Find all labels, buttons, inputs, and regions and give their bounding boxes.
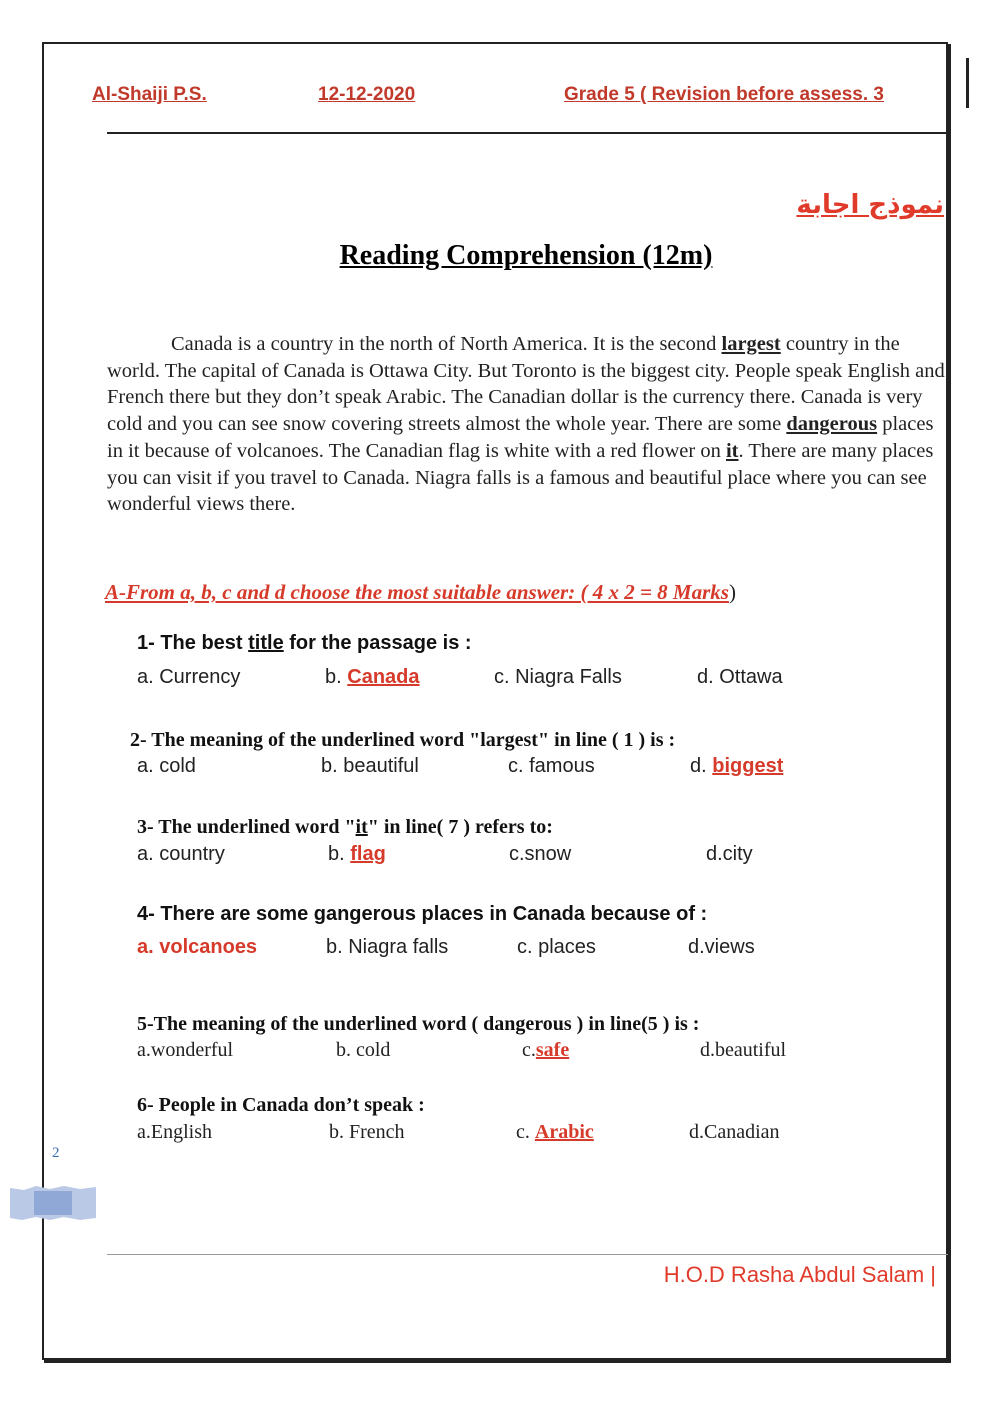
q2-option-d[interactable]: d. biggest: [690, 755, 784, 777]
q6-answer: Arabic: [534, 1121, 594, 1143]
q3-option-d[interactable]: d.city: [706, 843, 753, 865]
q1-option-d[interactable]: d. Ottawa: [697, 666, 783, 688]
q1-answer: Canada: [347, 666, 420, 688]
footer-author: H.O.D Rasha Abdul Salam |: [663, 1262, 936, 1287]
section-instruction: A-From a, b, c and d choose the most suitable answer: ( 4 x 2 = 8 Marks): [105, 580, 736, 604]
underlined-word-it: it: [725, 439, 739, 462]
side-mark: [966, 58, 969, 108]
q2-option-a[interactable]: a. cold: [137, 755, 196, 777]
q6-option-a[interactable]: a.English: [137, 1121, 212, 1143]
page-tab-decoration: [10, 1186, 96, 1220]
reading-passage: [107, 331, 947, 518]
q2-option-c[interactable]: c. famous: [508, 755, 595, 777]
underlined-word-largest: largest: [721, 333, 781, 355]
q2-answer: biggest: [712, 755, 784, 777]
page-shadow-bottom: [44, 1360, 951, 1363]
q1-option-a[interactable]: a. Currency: [137, 666, 241, 688]
header: [92, 84, 904, 110]
header-date: 12-12-2020: [318, 84, 416, 105]
q2-option-b[interactable]: b. beautiful: [321, 755, 419, 777]
q4-option-a-answer[interactable]: a. volcanoes: [137, 936, 258, 958]
q5-option-a[interactable]: a.wonderful: [137, 1039, 234, 1061]
q5-option-b[interactable]: b. cold: [336, 1039, 391, 1061]
q4-option-c[interactable]: c. places: [517, 936, 596, 958]
page-number: 2: [52, 1145, 60, 1161]
page-title: Reading Comprehension (12m): [339, 240, 713, 271]
question-5: 5-The meaning of the underlined word ( dangerous ) in line(5 ) is :: [137, 1013, 700, 1035]
passage-text: Canada is a country in the north of North America. It is the second: [171, 333, 722, 355]
q1-option-b[interactable]: b. Canada: [325, 666, 420, 688]
q3-option-a[interactable]: a. country: [137, 843, 225, 865]
q3-option-b[interactable]: b. flag: [328, 843, 386, 865]
passage-text: country in the world. The capital of Canada is Ottawa City. But Toronto is the biggest city. People speak English and French there but they don’t speak Arabic. The Canadian dollar is the currency there. Canada is very cold and you can see snow covering streets almost the whole year. There are some: [107, 333, 945, 436]
passage-text: places in it because of volcanoes. The Canadian flag is white with a red flower on: [107, 413, 934, 462]
q1-option-c[interactable]: c. Niagra Falls: [494, 666, 622, 688]
q3-answer: flag: [350, 843, 386, 865]
q4-option-b[interactable]: b. Niagra falls: [326, 936, 449, 958]
question-6: 6- People in Canada don’t speak :: [137, 1094, 425, 1116]
question-4: 4- There are some gangerous places in Canada because of :: [137, 903, 708, 925]
underlined-word-dangerous: dangerous: [786, 413, 878, 436]
q6-option-d[interactable]: d.Canadian: [689, 1121, 780, 1143]
passage-text: . There are many places you can visit if you travel to Canada. Niagra falls is a famous and beautiful place where you can see wonderful views there.: [107, 439, 934, 516]
q5-option-d[interactable]: d.beautiful: [700, 1039, 787, 1061]
q5-answer: safe: [535, 1039, 570, 1061]
question-3: 3- The underlined word "it" in line( 7 ) refers to:: [137, 816, 553, 838]
q5-option-c[interactable]: c.safe: [522, 1039, 570, 1061]
school-name: Al-Shaiji P.S.: [92, 84, 207, 105]
q6-option-b[interactable]: b. French: [329, 1121, 405, 1143]
answer-key-label: نموذج اجابة: [796, 190, 944, 220]
question-2: 2- The meaning of the underlined word "largest" in line ( 1 ) is :: [130, 729, 676, 751]
footer-rule: [107, 1254, 948, 1255]
q3-option-c[interactable]: c.snow: [509, 843, 572, 865]
q4-option-d[interactable]: d.views: [688, 936, 755, 958]
header-grade: Grade 5 ( Revision before assess. 3: [564, 84, 884, 105]
question-1: 1- The best title for the passage is :: [137, 632, 472, 654]
header-rule: [107, 132, 948, 134]
q6-option-c[interactable]: c. Arabic: [516, 1121, 594, 1143]
